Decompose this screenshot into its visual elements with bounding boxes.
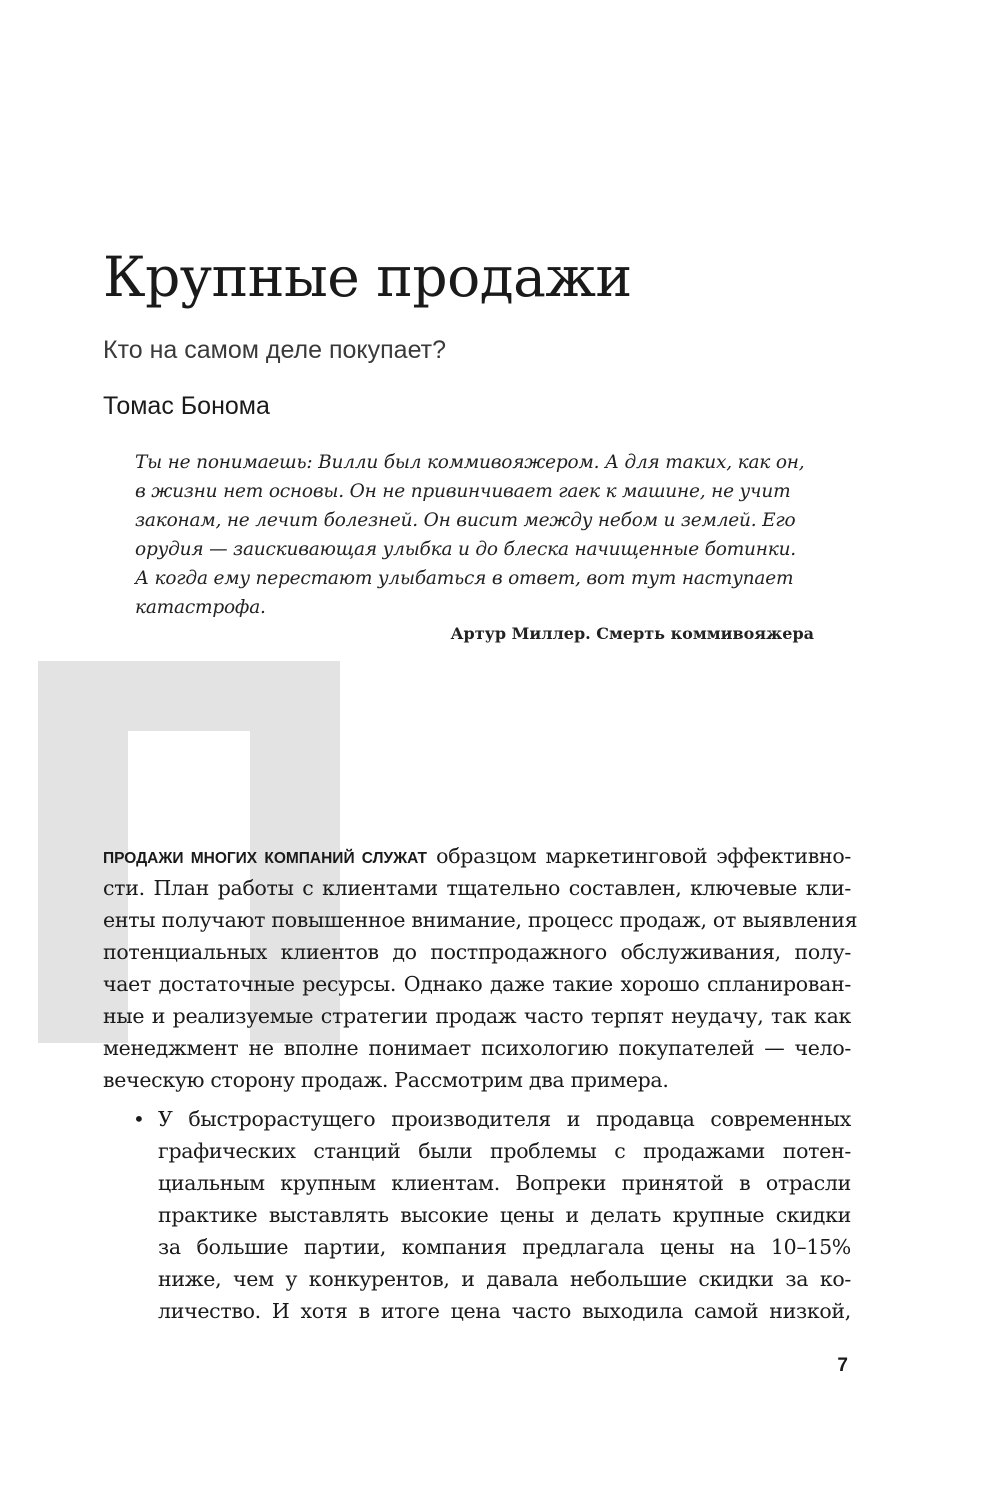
bullet-line: графических станций были проблемы с продажами потен-: [158, 1139, 851, 1163]
chapter-title: Крупные продажи: [103, 245, 632, 309]
body-line-text: образцом маркетинговой эффективно-: [436, 844, 851, 868]
bullet-line: циальным крупным клиентам. Вопреки принятой в отрасли: [158, 1171, 851, 1195]
bullet-line: за большие партии, компания предлагала цены на 10–15%: [158, 1235, 851, 1259]
bullet-icon: •: [133, 1107, 145, 1131]
epigraph-line: А когда ему перестают улыбаться в ответ, вот тут наступает: [135, 568, 794, 589]
body-line: [103, 840, 851, 872]
epigraph-line: в жизни нет основы. Он не привинчивает гаек к машине, не учит: [135, 481, 791, 502]
epigraph-line: орудия — заискивающая улыбка и до блеска начищенные ботинки.: [135, 539, 796, 560]
bullet-line: ниже, чем у конкурентов, и давала небольшие скидки за ко-: [158, 1267, 851, 1291]
epigraph-line: законам, не лечит болезней. Он висит между небом и землей. Его: [135, 510, 796, 531]
page-number: 7: [837, 1355, 848, 1376]
bullet-line: личество. И хотя в итоге цена часто выходила самой низкой,: [158, 1299, 851, 1323]
body-line: енты получают повышенное внимание, процесс продаж, от выявления: [103, 908, 858, 932]
body-line: веческую сторону продаж. Рассмотрим два примера.: [103, 1068, 669, 1092]
body-line: сти. План работы с клиентами тщательно составлен, ключевые кли-: [103, 876, 851, 900]
body-line: ные и реализуемые стратегии продаж часто терпят неудачу, так как: [103, 1004, 851, 1028]
body-line: менеджмент не вполне понимает психологию покупателей — чело-: [103, 1036, 851, 1060]
chapter-subtitle: Кто на самом деле покупает?: [103, 336, 446, 364]
bullet-line: У быстрорастущего производителя и продавца современных: [158, 1107, 851, 1131]
chapter-author: Томас Бонома: [103, 392, 270, 420]
epigraph-line: Ты не понимаешь: Вилли был коммивояжером. А для таких, как он,: [135, 452, 805, 473]
epigraph-attribution: Артур Миллер. Смерть коммивояжера: [450, 624, 814, 643]
epigraph-line: катастрофа.: [135, 597, 266, 618]
run-in-heading: ПРОДАЖИ МНОГИХ КОМПАНИЙ СЛУЖАТ: [103, 850, 428, 867]
bullet-line: практике выставлять высокие цены и делать крупные скидки: [158, 1203, 851, 1227]
body-line: потенциальных клиентов до постпродажного обслуживания, полу-: [103, 940, 851, 964]
body-line: чает достаточные ресурсы. Однако даже такие хорошо спланирован-: [103, 972, 851, 996]
